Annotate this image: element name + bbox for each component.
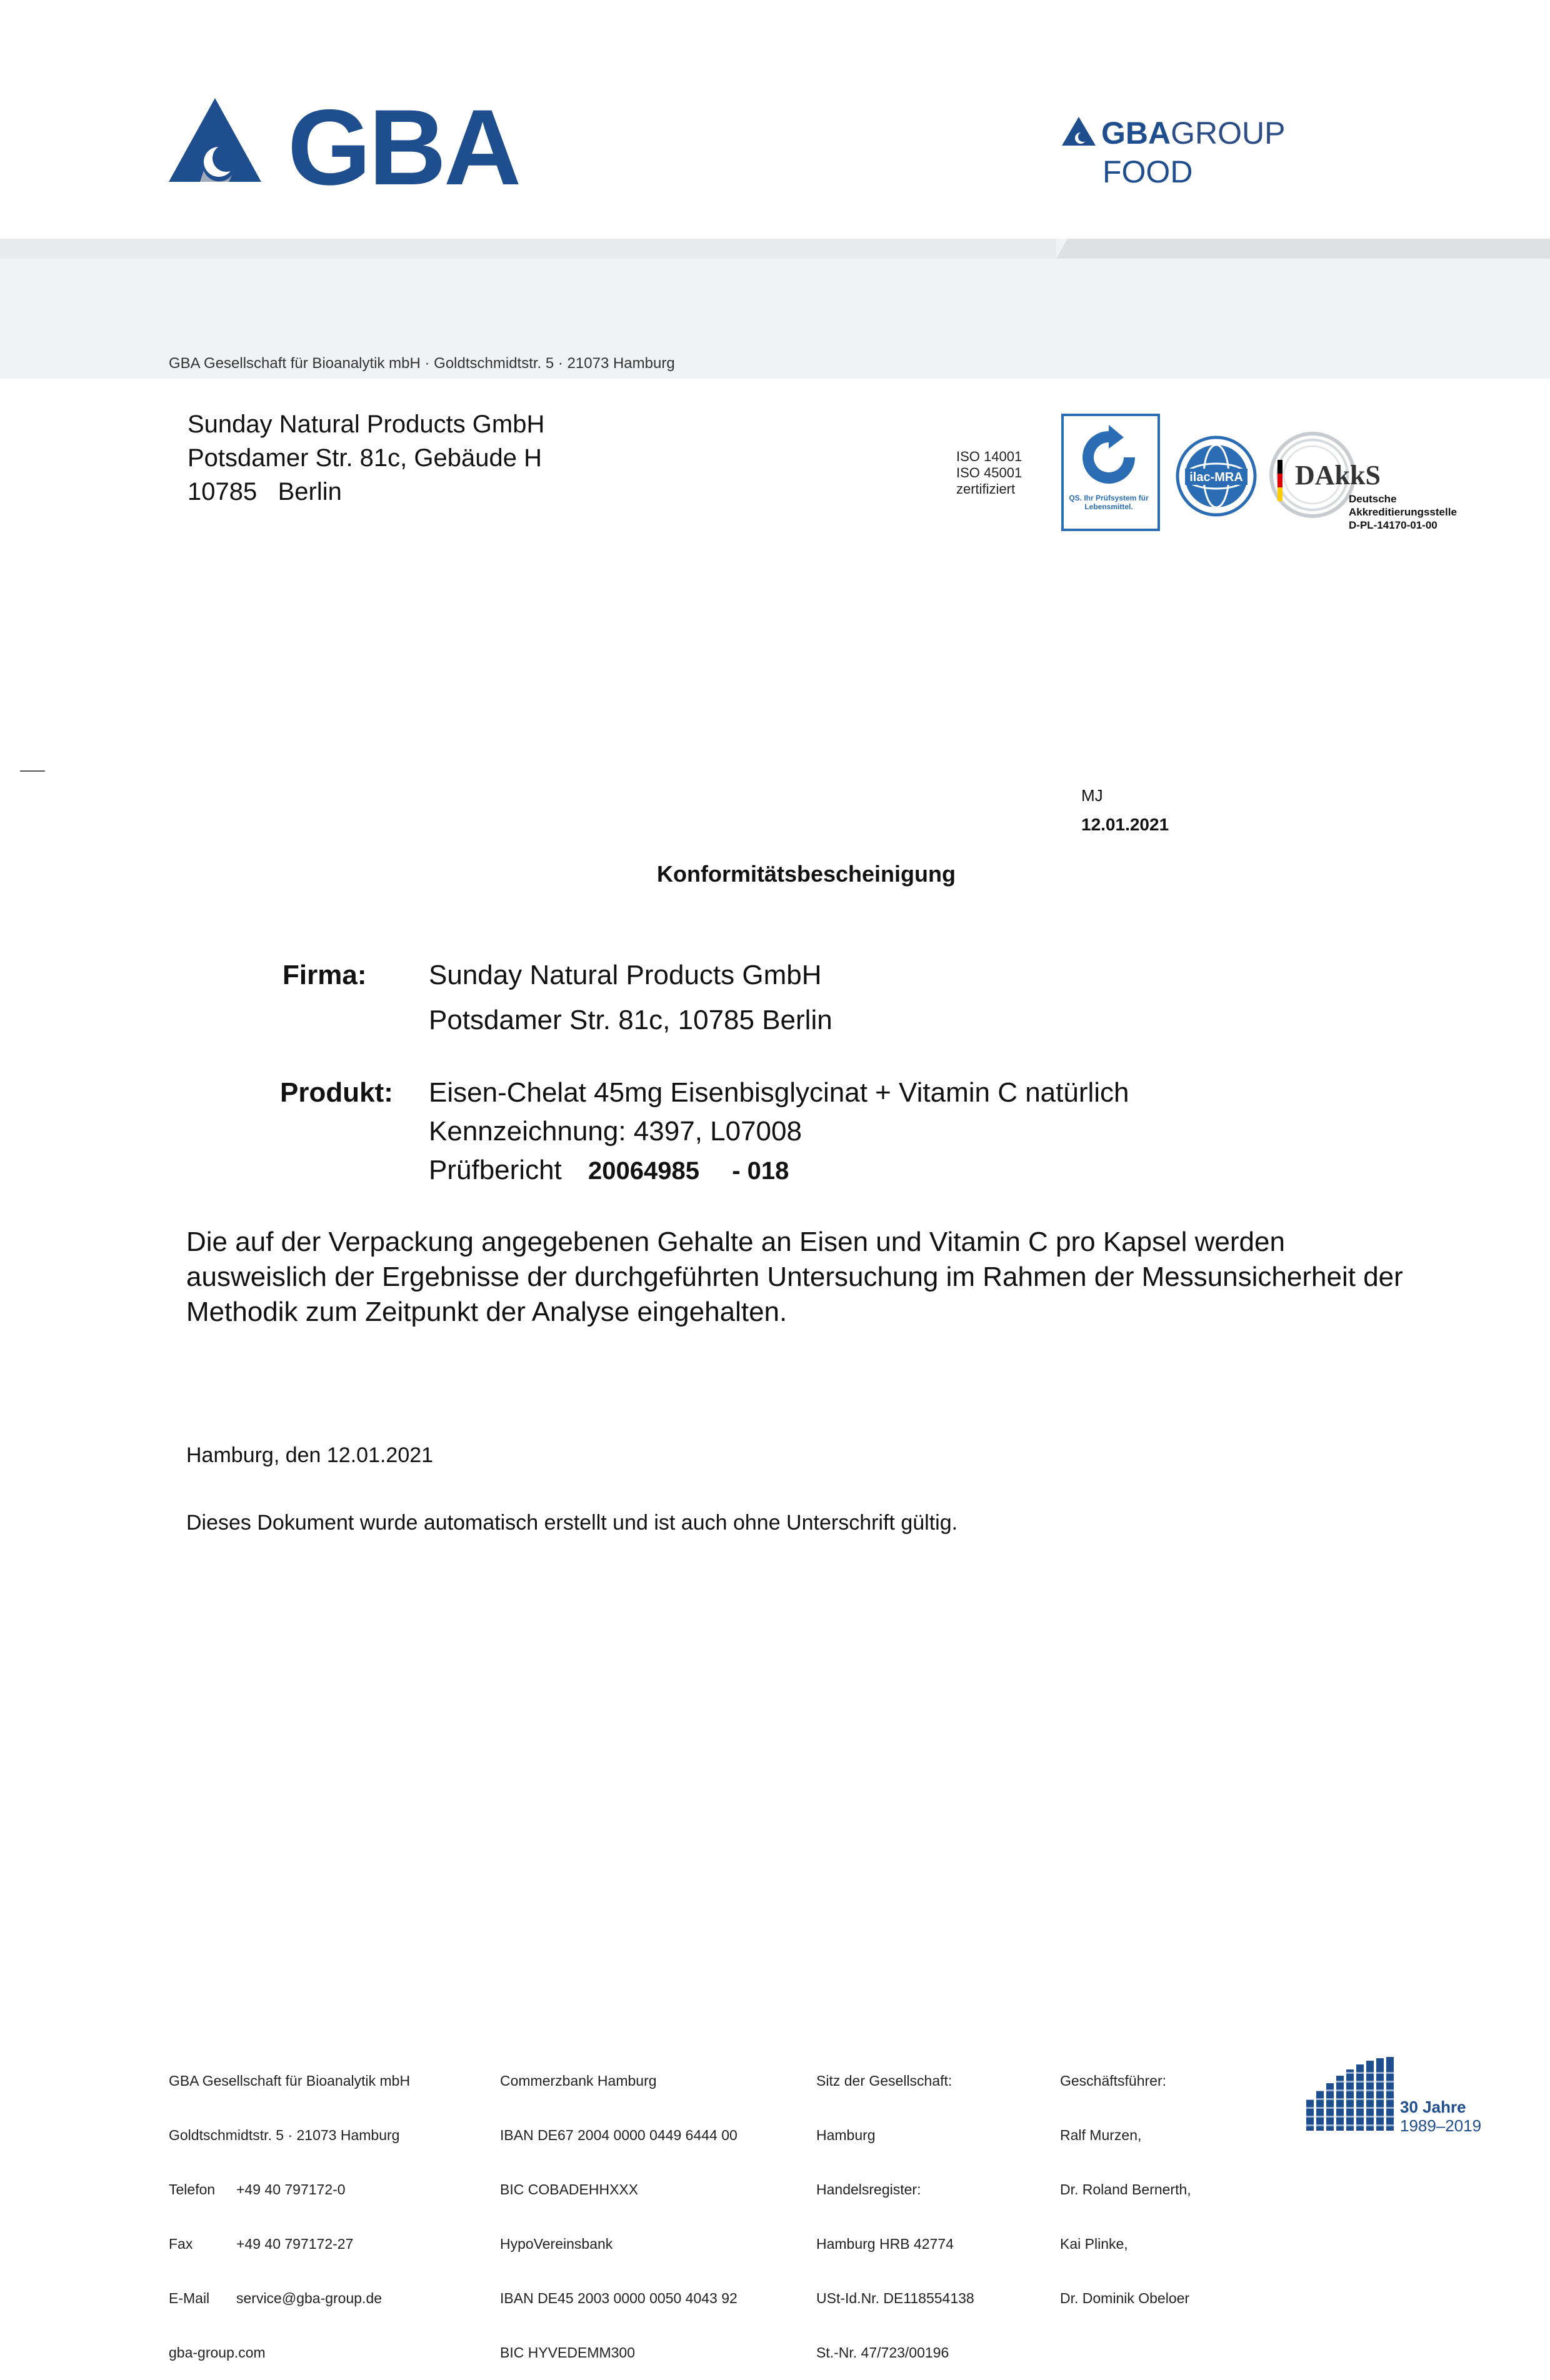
email-link[interactable]: service@gba-group.de bbox=[236, 2290, 382, 2306]
gba-group-logo-text bbox=[1101, 117, 1285, 149]
firma-line: Potsdamer Str. 81c, 10785 Berlin bbox=[429, 1005, 832, 1035]
header-stripe-accent bbox=[1056, 239, 1550, 259]
report-suffix: - 018 bbox=[732, 1157, 789, 1185]
phone-label: Telefon bbox=[169, 2181, 216, 2198]
group-logo-light: GROUP bbox=[1171, 116, 1286, 151]
footer-fax bbox=[169, 2235, 410, 2253]
register-line: Handelsregister: bbox=[816, 2181, 921, 2198]
ilac-mra-icon bbox=[1175, 435, 1258, 517]
footer-company bbox=[169, 2036, 410, 2380]
ilac-mra-text: ilac-MRA bbox=[1189, 471, 1243, 484]
email-label: E-Mail bbox=[169, 2290, 210, 2306]
dakks-name: DAkkS bbox=[1295, 460, 1381, 490]
dakks-line: Deutsche bbox=[1349, 493, 1397, 505]
report-number: 20064985 bbox=[588, 1157, 699, 1185]
recipient-address bbox=[188, 407, 544, 509]
iso-line: ISO 45001 bbox=[956, 465, 1022, 480]
fax-value: +49 40 797172-27 bbox=[236, 2236, 354, 2252]
management-line: Geschäftsführer: bbox=[1060, 2073, 1167, 2089]
produkt-line: Eisen-Chelat 45mg Eisenbisglycinat + Vitamin C natürlich bbox=[429, 1077, 1129, 1108]
bank-line: IBAN DE45 2003 0000 0050 4043 92 bbox=[500, 2290, 738, 2306]
firma-line: Sunday Natural Products GmbH bbox=[429, 960, 822, 990]
page-title: Konformitätsbescheinigung bbox=[656, 861, 956, 887]
bank-line: Commerzbank Hamburg bbox=[500, 2073, 657, 2089]
jubilee-title: 30 Jahre bbox=[1400, 2098, 1466, 2116]
recipient-city: 10785 Berlin bbox=[188, 478, 342, 505]
firma-label: Firma: bbox=[282, 960, 367, 990]
recipient-name: Sunday Natural Products GmbH bbox=[188, 411, 545, 438]
management-line: Dr. Roland Bernerth, bbox=[1060, 2181, 1191, 2198]
fold-mark bbox=[20, 770, 45, 772]
group-logo-bold: GBA bbox=[1101, 116, 1171, 151]
bank-line: BIC COBADEHHXXX bbox=[500, 2181, 639, 2198]
header-stripe bbox=[0, 239, 1056, 259]
footer-register bbox=[816, 2036, 974, 2380]
bank-line: IBAN DE67 2004 0000 0449 6444 00 bbox=[500, 2127, 738, 2143]
gba-group-logo-icon bbox=[1061, 116, 1096, 146]
qs-seal-text: QS. Ihr Prüfsystem für Lebensmittel. bbox=[1069, 494, 1149, 511]
gba-logo-icon bbox=[168, 97, 262, 183]
bank-line: HypoVereinsbank bbox=[500, 2236, 613, 2252]
iso-line: ISO 14001 bbox=[956, 449, 1022, 464]
jubilee-years: 1989–2019 bbox=[1400, 2116, 1482, 2135]
jubilee-30-icon bbox=[1305, 2056, 1396, 2132]
place-date: Hamburg, den 12.01.2021 bbox=[186, 1443, 434, 1467]
group-division: FOOD bbox=[1102, 154, 1193, 189]
gba-logo-text: GBA bbox=[288, 87, 519, 207]
produkt-line: Kennzeichnung: 4397, L07008 bbox=[429, 1116, 802, 1147]
footer-website-link[interactable]: gba-group.com bbox=[169, 2344, 266, 2361]
footer-phone bbox=[169, 2181, 410, 2199]
dakks-line: D-PL-14170-01-00 bbox=[1349, 519, 1438, 531]
document-date: 12.01.2021 bbox=[1081, 815, 1169, 834]
register-line: St.-Nr. 47/723/00196 bbox=[816, 2344, 949, 2361]
recipient-street: Potsdamer Str. 81c, Gebäude H bbox=[188, 444, 542, 472]
footer-email bbox=[169, 2289, 410, 2308]
footer-bank bbox=[500, 2036, 738, 2380]
report-reference bbox=[429, 1151, 1129, 1190]
register-line: Hamburg bbox=[816, 2127, 876, 2143]
register-line: USt-Id.Nr. DE118554138 bbox=[816, 2290, 974, 2306]
fax-label: Fax bbox=[169, 2236, 193, 2252]
conformity-statement: Die auf der Verpackung angegebenen Gehalte an Eisen und Vitamin C pro Kapsel werden ausweislich der Ergebnisse der durchgeführten Untersuchung im Rahmen der Messunsicherheit der Methodik zum Zeitpunkt der Analyse eingehalten. bbox=[186, 1227, 1403, 1327]
produkt-label: Produkt: bbox=[280, 1077, 393, 1108]
footer-company-address: Goldtschmidtstr. 5 · 21073 Hamburg bbox=[169, 2127, 400, 2143]
register-line: Hamburg HRB 42774 bbox=[816, 2236, 954, 2252]
dakks-details bbox=[1349, 492, 1457, 532]
phone-value: +49 40 797172-0 bbox=[236, 2181, 346, 2198]
firma-value bbox=[429, 956, 832, 1040]
report-label: Prüfbericht bbox=[429, 1155, 562, 1185]
auto-generated-note: Dieses Dokument wurde automatisch erstellt und ist auch ohne Unterschrift gültig. bbox=[186, 1511, 958, 1535]
iso-certification bbox=[956, 449, 1022, 497]
sender-line: GBA Gesellschaft für Bioanalytik mbH · Goldtschmidtstr. 5 · 21073 Hamburg bbox=[169, 355, 675, 372]
footer-management bbox=[1060, 2036, 1191, 2326]
management-line: Dr. Dominik Obeloer bbox=[1060, 2290, 1190, 2306]
dakks-line: Akkreditierungsstelle bbox=[1349, 506, 1457, 518]
footer-company-name: GBA Gesellschaft für Bioanalytik mbH bbox=[169, 2073, 411, 2089]
bank-line: BIC HYVEDEMM300 bbox=[500, 2344, 636, 2361]
management-line: Ralf Murzen, bbox=[1060, 2127, 1142, 2143]
initials: MJ bbox=[1081, 786, 1103, 805]
management-line: Kai Plinke, bbox=[1060, 2236, 1128, 2252]
produkt-value bbox=[429, 1073, 1129, 1190]
register-line: Sitz der Gesellschaft: bbox=[816, 2073, 952, 2089]
jubilee-text bbox=[1400, 2098, 1481, 2135]
iso-line: zertifiziert bbox=[956, 481, 1016, 497]
qs-arrow-icon bbox=[1074, 425, 1144, 490]
